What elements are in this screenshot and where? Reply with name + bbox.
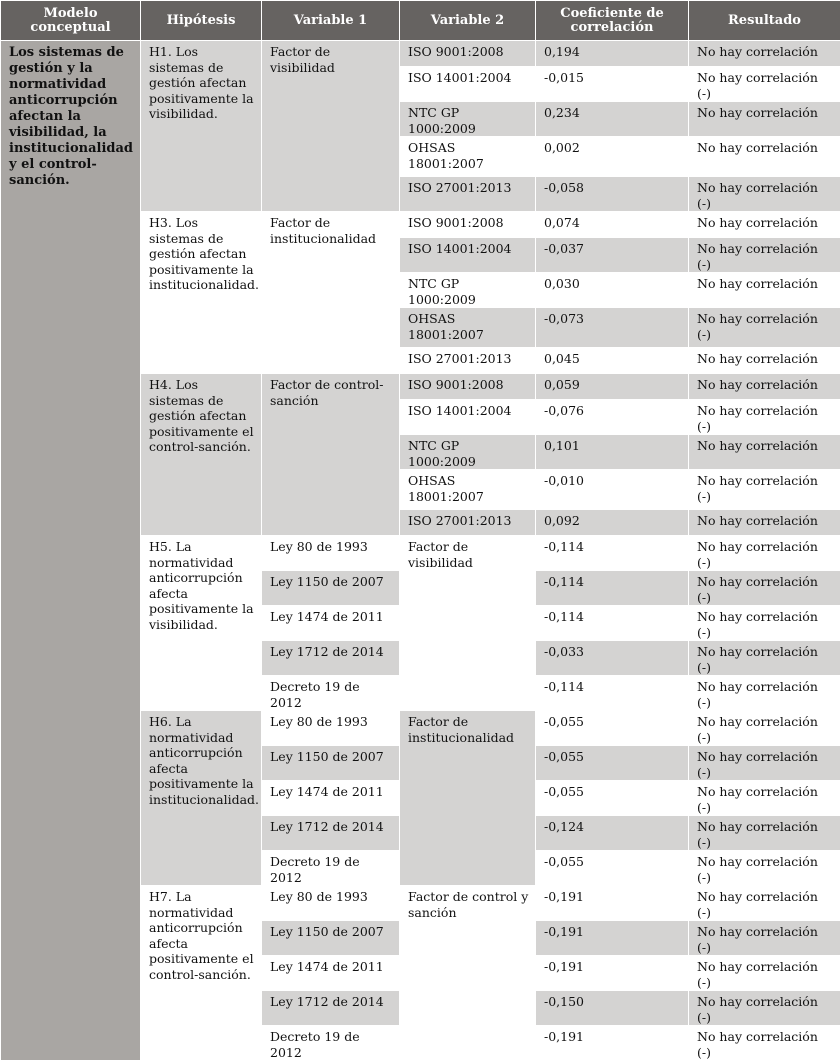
- variable-1-cell: Decreto 19 de 2012: [262, 1026, 400, 1061]
- result-cell: No hay correlación (-): [689, 746, 840, 781]
- coefficient-cell: -0,055: [536, 781, 689, 816]
- coefficient-cell: -0,150: [536, 991, 689, 1026]
- result-cell: No hay correlación (-): [689, 606, 840, 641]
- header-hipotesis: Hipótesis: [141, 1, 262, 41]
- result-cell: No hay correlación: [689, 102, 840, 137]
- coefficient-cell: -0,191: [536, 886, 689, 921]
- variable-1-cell: Ley 1474 de 2011: [262, 781, 400, 816]
- coefficient-cell: -0,058: [536, 177, 689, 212]
- variable-1-cell: Decreto 19 de 2012: [262, 851, 400, 886]
- result-cell: No hay correlación (-): [689, 571, 840, 606]
- coefficient-cell: -0,114: [536, 571, 689, 606]
- variable-2-cell: NTC GP 1000:2009: [400, 435, 536, 470]
- header-variable-1: Variable 1: [262, 1, 400, 41]
- result-cell: No hay correlación: [689, 510, 840, 536]
- coefficient-cell: 0,059: [536, 374, 689, 400]
- conceptual-model-cell: Los sistemas de gestión y la normatividad anticorrupción afectan la visibilidad, la institucionalidad y el control-sanción.: [1, 41, 141, 1061]
- coefficient-cell: 0,030: [536, 273, 689, 308]
- result-cell: No hay correlación: [689, 212, 840, 238]
- table-row: [1, 41, 840, 67]
- result-cell: No hay correlación (-): [689, 711, 840, 746]
- variable-2-cell: NTC GP 1000:2009: [400, 102, 536, 137]
- result-cell: No hay correlación (-): [689, 781, 840, 816]
- variable-1-cell: Factor de institucionalidad: [262, 212, 400, 374]
- variable-1-cell: Ley 80 de 1993: [262, 536, 400, 571]
- variable-2-cell: OHSAS 18001:2007: [400, 137, 536, 177]
- coefficient-cell: -0,124: [536, 816, 689, 851]
- header-row: [1, 1, 840, 41]
- coefficient-cell: -0,037: [536, 238, 689, 273]
- variable-1-cell: Ley 1712 de 2014: [262, 816, 400, 851]
- variable-2-cell: ISO 9001:2008: [400, 374, 536, 400]
- result-cell: No hay correlación: [689, 273, 840, 308]
- variable-1-cell: Ley 1712 de 2014: [262, 991, 400, 1026]
- variable-2-cell: Factor de control y sanción: [400, 886, 536, 1061]
- coefficient-cell: -0,015: [536, 67, 689, 102]
- variable-1-cell: Ley 80 de 1993: [262, 886, 400, 921]
- result-cell: No hay correlación (-): [689, 641, 840, 676]
- result-cell: No hay correlación (-): [689, 886, 840, 921]
- variable-2-cell: ISO 27001:2013: [400, 348, 536, 374]
- result-cell: No hay correlación (-): [689, 177, 840, 212]
- coefficient-cell: -0,191: [536, 921, 689, 956]
- result-cell: No hay correlación (-): [689, 851, 840, 886]
- variable-1-cell: Ley 80 de 1993: [262, 711, 400, 746]
- result-cell: No hay correlación: [689, 41, 840, 67]
- header-modelo: Modelo conceptual: [1, 1, 141, 41]
- coefficient-cell: 0,194: [536, 41, 689, 67]
- coefficient-cell: 0,234: [536, 102, 689, 137]
- variable-2-cell: NTC GP 1000:2009: [400, 273, 536, 308]
- result-cell: No hay correlación (-): [689, 400, 840, 435]
- result-cell: No hay correlación (-): [689, 470, 840, 510]
- coefficient-cell: 0,074: [536, 212, 689, 238]
- coefficient-cell: -0,191: [536, 956, 689, 991]
- result-cell: No hay correlación (-): [689, 67, 840, 102]
- result-cell: No hay correlación (-): [689, 921, 840, 956]
- coefficient-cell: -0,033: [536, 641, 689, 676]
- header-coeficiente: Coeficiente de correlación: [536, 1, 689, 41]
- coefficient-cell: -0,191: [536, 1026, 689, 1061]
- variable-1-cell: Factor de control-sanción: [262, 374, 400, 536]
- variable-2-cell: ISO 14001:2004: [400, 67, 536, 102]
- variable-2-cell: ISO 14001:2004: [400, 238, 536, 273]
- variable-2-cell: ISO 14001:2004: [400, 400, 536, 435]
- hypothesis-cell: H3. Los sistemas de gestión afectan positivamente la institucionalidad.: [141, 212, 262, 374]
- hypothesis-cell: H6. La normatividad anticorrupción afecta positivamente la institucionalidad.: [141, 711, 262, 886]
- header-variable-2: Variable 2: [400, 1, 536, 41]
- variable-1-cell: Ley 1150 de 2007: [262, 921, 400, 956]
- result-cell: No hay correlación (-): [689, 536, 840, 571]
- coefficient-cell: 0,101: [536, 435, 689, 470]
- variable-2-cell: Factor de visibilidad: [400, 536, 536, 711]
- variable-1-cell: Factor de visibilidad: [262, 41, 400, 212]
- result-cell: No hay correlación (-): [689, 676, 840, 711]
- hypothesis-cell: H7. La normatividad anticorrupción afecta positivamente el control-sanción.: [141, 886, 262, 1061]
- variable-1-cell: Ley 1474 de 2011: [262, 606, 400, 641]
- coefficient-cell: -0,076: [536, 400, 689, 435]
- variable-1-cell: Decreto 19 de 2012: [262, 676, 400, 711]
- variable-2-cell: ISO 27001:2013: [400, 510, 536, 536]
- variable-2-cell: ISO 9001:2008: [400, 41, 536, 67]
- coefficient-cell: -0,114: [536, 606, 689, 641]
- variable-1-cell: Ley 1150 de 2007: [262, 571, 400, 606]
- coefficient-cell: -0,055: [536, 851, 689, 886]
- variable-2-cell: OHSAS 18001:2007: [400, 470, 536, 510]
- coefficient-cell: -0,114: [536, 676, 689, 711]
- hypothesis-cell: H1. Los sistemas de gestión afectan positivamente la visibilidad.: [141, 41, 262, 212]
- result-cell: No hay correlación: [689, 348, 840, 374]
- variable-2-cell: ISO 9001:2008: [400, 212, 536, 238]
- variable-1-cell: Ley 1712 de 2014: [262, 641, 400, 676]
- coefficient-cell: -0,114: [536, 536, 689, 571]
- result-cell: No hay correlación (-): [689, 991, 840, 1026]
- result-cell: No hay correlación (-): [689, 1026, 840, 1061]
- result-cell: No hay correlación: [689, 137, 840, 177]
- variable-2-cell: OHSAS 18001:2007: [400, 308, 536, 348]
- variable-1-cell: Ley 1150 de 2007: [262, 746, 400, 781]
- result-cell: No hay correlación (-): [689, 956, 840, 991]
- result-cell: No hay correlación: [689, 435, 840, 470]
- result-cell: No hay correlación: [689, 374, 840, 400]
- header-resultado: Resultado: [689, 1, 840, 41]
- result-cell: No hay correlación (-): [689, 816, 840, 851]
- variable-1-cell: Ley 1474 de 2011: [262, 956, 400, 991]
- hypothesis-cell: H5. La normatividad anticorrupción afecta positivamente la visibilidad.: [141, 536, 262, 711]
- hypothesis-cell: H4. Los sistemas de gestión afectan positivamente el control-sanción.: [141, 374, 262, 536]
- coefficient-cell: 0,045: [536, 348, 689, 374]
- result-cell: No hay correlación (-): [689, 308, 840, 348]
- variable-2-cell: Factor de institucionalidad: [400, 711, 536, 886]
- result-cell: No hay correlación (-): [689, 238, 840, 273]
- table-body: [1, 41, 840, 1061]
- coefficient-cell: -0,055: [536, 711, 689, 746]
- coefficient-cell: 0,002: [536, 137, 689, 177]
- coefficient-cell: -0,010: [536, 470, 689, 510]
- variable-2-cell: ISO 27001:2013: [400, 177, 536, 212]
- coefficient-cell: 0,092: [536, 510, 689, 536]
- coefficient-cell: -0,055: [536, 746, 689, 781]
- coefficient-cell: -0,073: [536, 308, 689, 348]
